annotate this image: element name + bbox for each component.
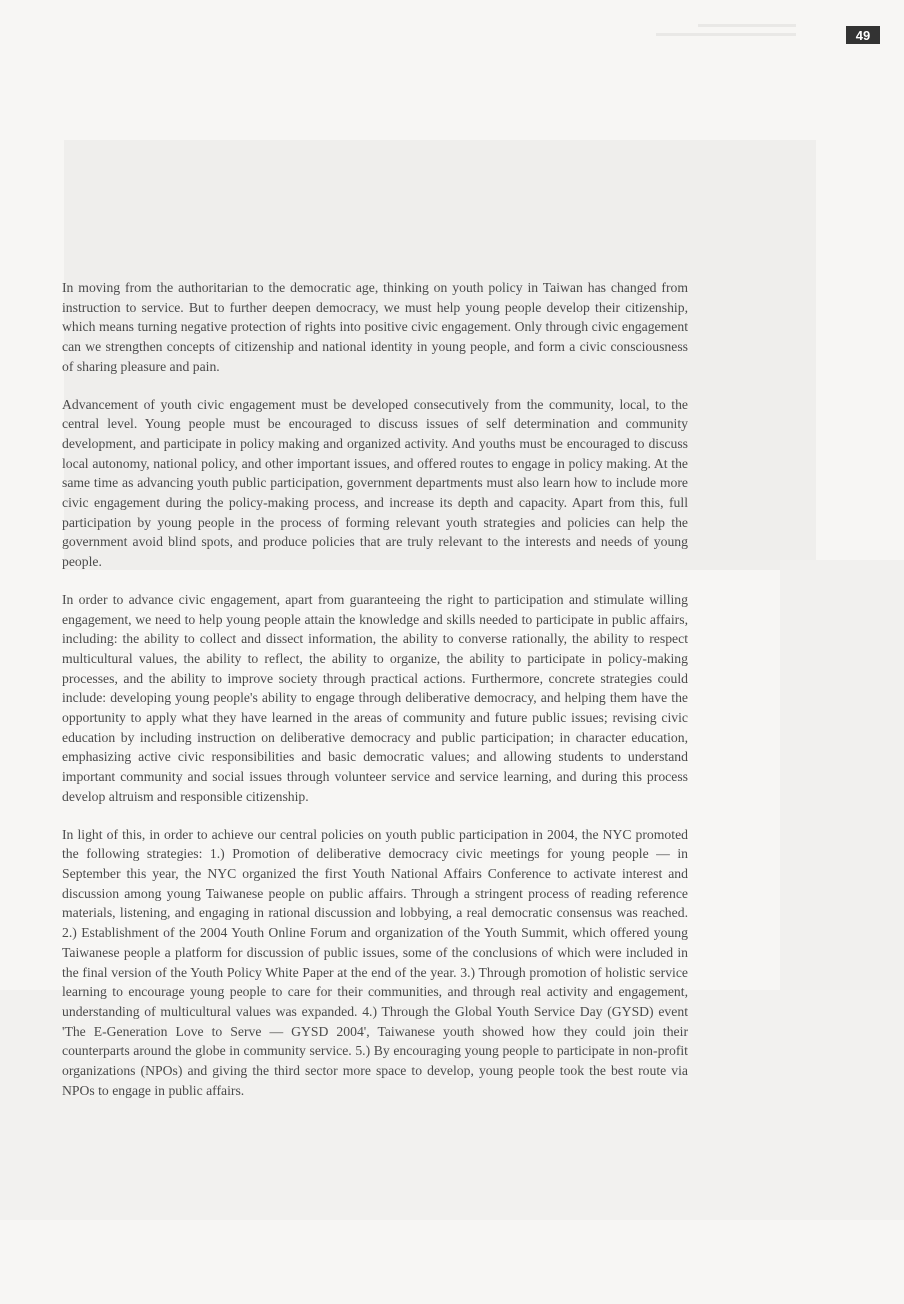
paragraph-3: In order to advance civic engagement, apart from guaranteeing the right to participation and stimulate willing engagement, we need to help young people attain the knowledge and skills needed to participate in public affairs, including: the ability to collect and dissect information, the ability to converse rationally, the ability to respect multicultural values, the ability to reflect, the ability to organize, the ability to participate in policy-making processes, and the ability to improve society through practical actions. Furthermore, concrete strategies could include: developing young people's ability to engage through deliberative democracy, and helping them have the opportunity to apply what they have learned in the areas of community and future public issues; revising civic education by including instruction on deliberative democracy and public participation; in character education, emphasizing active civic responsibilities and basic democratic values; and allowing students to understand important community and social issues through volunteer service and service learning, and during this process develop altruism and responsible citizenship. [62,591,688,804]
running-header-ghost [656,18,796,48]
paragraph-2: Advancement of youth civic engagement must be developed consecutively from the community, local, to the central level. Young people must be encouraged to discuss issues of self determination and community development, and participate in policy making and organized activity. And youths must be encouraged to discuss local autonomy, national policy, and other important issues, and offered routes to engage in policy making. At the same time as advancing youth public participation, government departments must also learn how to include more civic engagement during the policy-making process, and increase its depth and capacity. Apart from this, full participation by young people in the process of forming relevant youth strategies and policies can help the government avoid blind spots, and produce policies that are truly relevant to the interests and needs of young people. [62,396,688,570]
article-body [62,278,688,1118]
paragraph-4: In light of this, in order to achieve our central policies on youth public participation in 2004, the NYC promoted the following strategies: 1.) Promotion of deliberative democracy civic meetings for young people — in September this year, the NYC organized the first Youth National Affairs Conference to activate interest and discussion among young Taiwanese people on public affairs. Through a stringent process of reading reference materials, listening, and engaging in rational discussion and lobbying, a real democratic consensus was reached. 2.) Establishment of the 2004 Youth Online Forum and organization of the Youth Summit, which offered young Taiwanese people a platform for discussion of public issues, some of the conclusions of which were included in the final version of the Youth Policy White Paper at the end of the year. 3.) Through promotion of holistic service learning to encourage young people to care for their communities, and through real activity and engagement, understanding of multicultural values was expanded. 4.) Through the Global Youth Service Day (GYSD) event 'The E-Generation Love to Serve — GYSD 2004', Taiwanese youth showed how they could join their counterparts around the globe in community service. 5.) By encouraging young people to participate in non-profit organizations (NPOs) and giving the third sector more space to develop, young people took the best route via NPOs to engage in public affairs. [62,826,688,1098]
page-number: 49 [846,26,880,44]
paragraph-1: In moving from the authoritarian to the democratic age, thinking on youth policy in Taiwan has changed from instruction to service. But to further deepen democracy, we must help young people develop their citizenship, which means turning negative protection of rights into positive civic engagement. Only through civic engagement can we strengthen concepts of citizenship and national identity in young people, and form a civic consciousness of sharing pleasure and pain. [62,280,688,374]
